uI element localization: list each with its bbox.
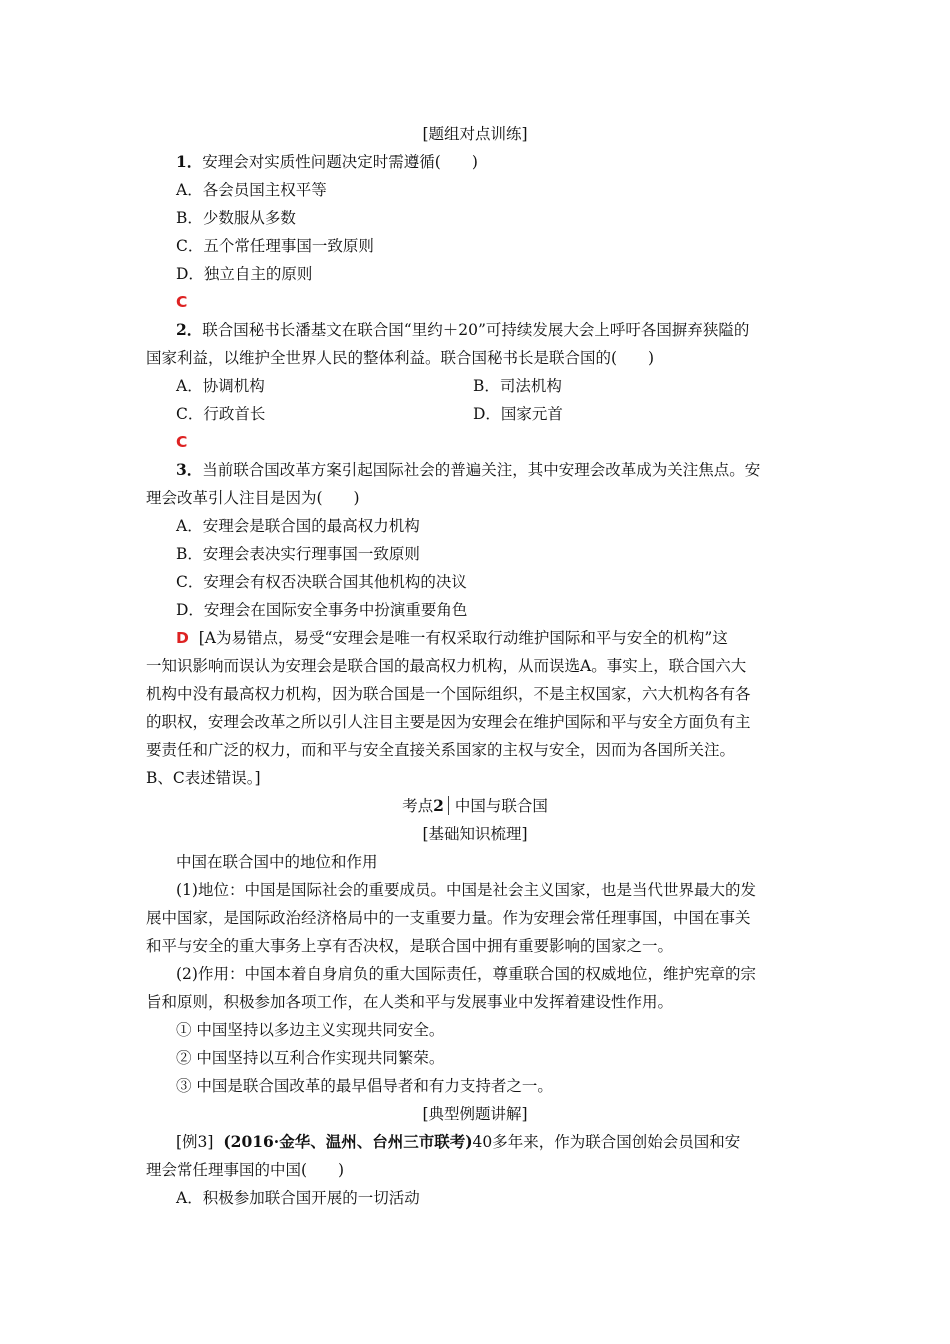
kaodian-number: 2 — [433, 796, 449, 815]
knowledge-point: ② 中国坚持以互利合作实现共同繁荣。 — [176, 1049, 445, 1067]
option: B．司法机构 — [473, 377, 562, 395]
section-heading-knowledge: [基础知识梳理] — [422, 825, 528, 843]
option: C．五个常任理事国一致原则 — [176, 237, 374, 255]
option: B．安理会表决实行理事国一致原则 — [176, 545, 420, 563]
question-2 — [176, 320, 749, 340]
question-number: 1． — [176, 152, 203, 171]
option: A．各会员国主权平等 — [176, 181, 327, 199]
example-stem: 40多年来，作为联合国创始会员国和安 — [472, 1133, 741, 1151]
example-label: [例3] — [176, 1133, 214, 1151]
option: C．安理会有权否决联合国其他机构的决议 — [176, 573, 467, 591]
knowledge-title: 中国在联合国中的地位和作用 — [176, 853, 378, 871]
question-stem-cont: 国家利益，以维护全世界人民的整体利益。联合国秘书长是联合国的( ) — [146, 349, 655, 367]
section-heading-practice: [题组对点训练] — [422, 125, 528, 143]
question-stem: 当前联合国改革方案引起国际社会的普遍关注，其中安理会改革成为关注焦点。安 — [202, 461, 761, 479]
explanation-line: [A为易错点，易受“安理会是唯一有权采取行动维护国际和平与安全的机构”这 — [198, 629, 728, 647]
example-3 — [176, 1132, 740, 1152]
knowledge-point: ① 中国坚持以多边主义实现共同安全。 — [176, 1021, 445, 1039]
question-number: 2． — [176, 320, 203, 339]
example-source: (2016·金华、温州、台州三市联考) — [223, 1132, 473, 1151]
answer: C — [176, 433, 188, 451]
answer-explanation — [176, 628, 728, 648]
option: B．少数服从多数 — [176, 209, 296, 227]
answer: D — [176, 629, 189, 647]
knowledge-para: 展中国家，是国际政治经济格局中的一支重要力量。作为安理会常任理事国，中国在事关 — [146, 909, 751, 927]
kaodian-title: 中国与联合国 — [454, 797, 548, 815]
explanation-line: 一知识影响而误认为安理会是联合国的最高权力机构，从而误选A。事实上，联合国六大 — [146, 657, 747, 675]
kaodian-prefix: 考点 — [402, 797, 434, 815]
answer: C — [176, 293, 188, 311]
option: A．协调机构 — [176, 377, 265, 395]
option: A．积极参加联合国开展的一切活动 — [176, 1189, 420, 1207]
explanation-line: 要责任和广泛的权力，而和平与安全直接关系国家的主权与安全，因而为各国所关注。 — [146, 741, 736, 759]
question-number: 3． — [176, 460, 203, 479]
explanation-line: B、C表述错误。] — [146, 769, 261, 787]
question-3 — [176, 460, 760, 480]
option: D．独立自主的原则 — [176, 265, 313, 283]
knowledge-para: (1)地位：中国是国际社会的重要成员。中国是社会主义国家，也是当代世界最大的发 — [176, 881, 756, 899]
kaodian-heading — [0, 796, 950, 816]
question-stem: 联合国秘书长潘基文在联合国“里约＋20”可持续发展大会上呼吁各国摒弃狭隘的 — [202, 321, 750, 339]
option: A．安理会是联合国的最高权力机构 — [176, 517, 420, 535]
explanation-line: 机构中没有最高权力机构，因为联合国是一个国际组织，不是主权国家，六大机构各有各 — [146, 685, 751, 703]
knowledge-para: 旨和原则，积极参加各项工作，在人类和平与发展事业中发挥着建设性作用。 — [146, 993, 674, 1011]
section-heading-examples: [典型例题讲解] — [422, 1105, 528, 1123]
question-1 — [176, 152, 478, 172]
option: C．行政首长 — [176, 405, 266, 423]
option: D．安理会在国际安全事务中扮演重要角色 — [176, 601, 468, 619]
knowledge-para: 和平与安全的重大事务上享有否决权，是联合国中拥有重要影响的国家之一。 — [146, 937, 674, 955]
example-stem-cont: 理会常任理事国的中国( ) — [146, 1161, 345, 1179]
knowledge-para: (2)作用：中国本着自身肩负的重大国际责任，尊重联合国的权威地位，维护宪章的宗 — [176, 965, 756, 983]
explanation-line: 的职权，安理会改革之所以引人注目主要是因为安理会在维护国际和平与安全方面负有主 — [146, 713, 751, 731]
question-stem-cont: 理会改革引人注目是因为( ) — [146, 489, 360, 507]
knowledge-point: ③ 中国是联合国改革的最早倡导者和有力支持者之一。 — [176, 1077, 553, 1095]
option: D．国家元首 — [473, 405, 563, 423]
question-stem: 安理会对实质性问题决定时需遵循( ) — [202, 153, 478, 171]
